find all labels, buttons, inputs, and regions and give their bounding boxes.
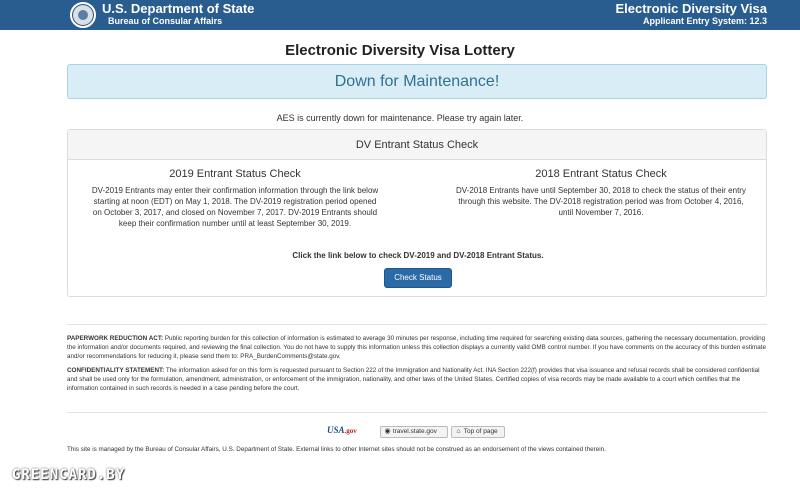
globe-icon: ◉ <box>384 428 391 435</box>
state-department-seal-icon <box>70 2 96 28</box>
panel-heading: DV Entrant Status Check <box>68 130 766 160</box>
check-status-button[interactable]: Check Status <box>384 268 452 288</box>
section-divider <box>67 324 767 325</box>
page-title: Electronic Diversity Visa Lottery <box>285 42 515 59</box>
dv2018-title: 2018 Entrant Status Check <box>535 168 667 180</box>
department-block <box>102 2 254 27</box>
paperwork-text: Public reporting burden for this collection of information is estimated to average 30 minutes per response, including time required for searching existing data sources, gathering the necessary documentation, providing the information and/or documents required, and reviewing the final collection. You do not have to supply this information unless this collection displays a currently valid OMB control number. If you have comments on the accuracy of this burden estimate and/or recommendations for reducing it, please send them to: PRA_BurdenComments@state.gov. <box>67 335 766 360</box>
system-version: Applicant Entry System: 12.3 <box>642 16 767 26</box>
dv2018-column <box>455 168 747 218</box>
paperwork-reduction-note <box>67 334 767 361</box>
dv2019-body: DV-2019 Entrants may enter their confirmation information through the link below starting at noon (EDT) on May 1, 2018. The DV-2019 registration period opened on October 3, 2017, and closed on November 7, 2017. DV-2019 Entrants should keep their confirmation number until at least September 30, 2019. <box>91 186 379 228</box>
top-header-bar <box>0 0 800 30</box>
usa-logo-suffix: .gov <box>344 427 357 435</box>
watermark-logo: GREENCARD.BY <box>12 467 126 483</box>
system-block <box>615 2 767 27</box>
dv2019-column <box>89 168 381 229</box>
system-title: Electronic Diversity Visa <box>615 1 767 16</box>
footer-divider <box>67 412 767 413</box>
maintenance-message: AES is currently down for maintenance. Please try again later. <box>276 113 524 123</box>
maintenance-banner: Down for Maintenance! <box>67 64 767 99</box>
home-icon: ⌂ <box>456 428 461 435</box>
dv2019-title: 2019 Entrant Status Check <box>169 168 301 180</box>
confidentiality-note <box>67 366 767 393</box>
paperwork-label: PAPERWORK REDUCTION ACT: <box>67 335 164 342</box>
bureau-name: Bureau of Consular Affairs <box>108 16 223 26</box>
top-of-page-link[interactable] <box>451 426 505 438</box>
top-link-label: Top of page <box>463 428 498 435</box>
dv2018-body: DV-2018 Entrants have until September 30, 2018 to check the status of their entry through this website. The DV-2018 registration period was from October 4, 2016, until November 7, 2016. <box>456 186 746 217</box>
usa-logo-text: USA <box>327 425 345 435</box>
confidentiality-text: The information asked for on this form is requested pursuant to Section 222 of the Immigration and Nationality Act. INA Section 222(f) provides that visa issuance and refusal records shall be considered confidential and shall be used only for the formulation, amendment, administration, or enforcement of the immigration, nationality, and other laws of the United States. Certified copies of visa records may be made available to a court which certifies that the information contained in such records is needed in a case pending before the court. <box>67 367 760 392</box>
confidentiality-label: CONFIDENTIALITY STATEMENT: <box>67 367 165 374</box>
travel-state-gov-link[interactable] <box>380 426 448 438</box>
click-instruction: Click the link below to check DV-2019 and DV-2018 Entrant Status. <box>292 251 544 260</box>
usa-gov-logo[interactable] <box>327 425 373 439</box>
managed-by-note: This site is managed by the Bureau of Consular Affairs, U.S. Department of State. External links to other Internet sites should not be construed as an endorsement of the views contained therein. <box>67 446 606 453</box>
department-name: U.S. Department of State <box>102 1 255 16</box>
status-check-panel <box>67 129 767 297</box>
travel-link-label: travel.state.gov <box>392 428 437 435</box>
